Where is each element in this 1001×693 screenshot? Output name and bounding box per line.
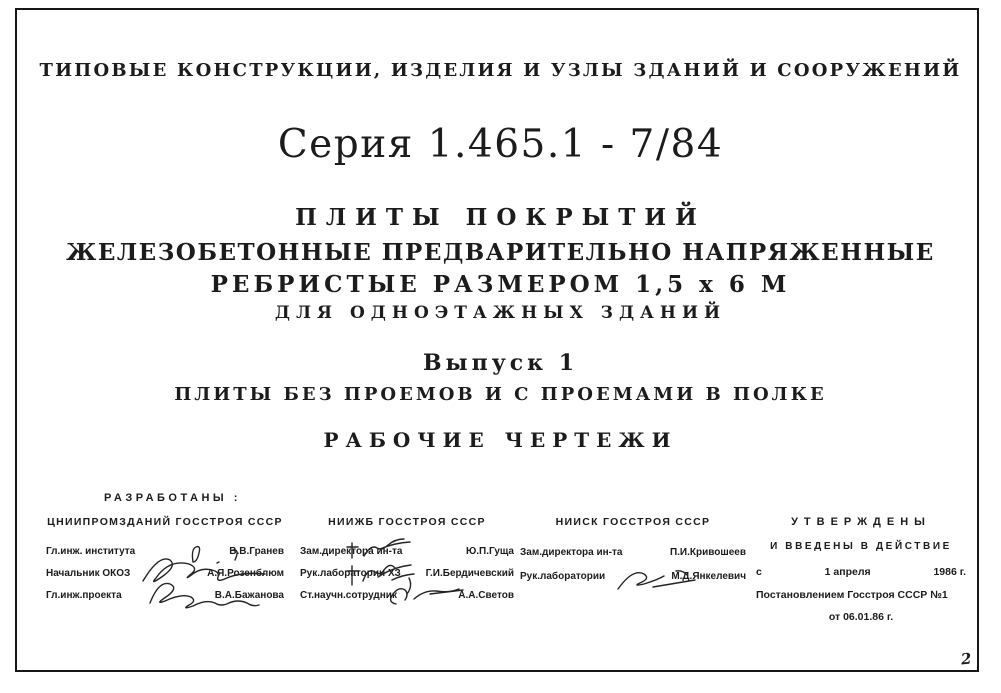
signature-row bbox=[46, 584, 284, 606]
category-line: ТИПОВЫЕ КОНСТРУКЦИИ, ИЗДЕЛИЯ И УЗЛЫ ЗДАНИЙ И СООРУЖЕНИЙ bbox=[39, 60, 962, 81]
position-label: Рук.лаборатории ХЗ bbox=[300, 567, 401, 579]
effective-date-line bbox=[756, 566, 966, 578]
effective-prefix: с bbox=[756, 566, 762, 578]
resolution-date-line: от 06.01.86 г. bbox=[828, 611, 894, 623]
title-line-4: ДЛЯ ОДНОЭТАЖНЫХ ЗДАНИЙ bbox=[274, 303, 727, 323]
person-name: Ю.П.Гуща bbox=[465, 545, 514, 557]
person-name: А.Я.Розенблюм bbox=[207, 567, 284, 579]
title-line-2: ЖЕЛЕЗОБЕТОННЫЕ ПРЕДВАРИТЕЛЬНО НАПРЯЖЕННЫЕ bbox=[66, 239, 935, 266]
person-name: В.А.Бажанова bbox=[214, 589, 284, 601]
position-label: Ст.научн.сотрудник bbox=[300, 589, 397, 601]
position-label: Гл.инж.проекта bbox=[46, 589, 122, 601]
signature-row bbox=[300, 540, 514, 562]
signature-rows bbox=[300, 540, 514, 606]
signature-row bbox=[46, 562, 284, 584]
person-name: М.Д.Янкелевич bbox=[671, 570, 746, 582]
page-number: 2 bbox=[960, 649, 973, 669]
effective-date: 1 апреля bbox=[824, 566, 871, 578]
issue-subtitle: ПЛИТЫ БЕЗ ПРОЕМОВ И С ПРОЕМАМИ В ПОЛКЕ bbox=[174, 384, 827, 405]
signature-rows bbox=[46, 540, 284, 606]
title-line-1: ПЛИТЫ ПОКРЫТИЙ bbox=[295, 204, 706, 231]
org-block-niizhb bbox=[300, 516, 514, 606]
org-name: НИИСК ГОССТРОЯ СССР bbox=[555, 516, 711, 528]
signature-rows bbox=[520, 540, 746, 588]
issue-number: Выпуск 1 bbox=[422, 350, 579, 376]
put-into-effect-label: И ВВЕДЕНЫ В ДЕЙСТВИЕ bbox=[770, 541, 952, 552]
person-name: Г.И.Бердичевский bbox=[425, 567, 514, 579]
resolution-line: Постановлением Госстроя СССР №1 bbox=[756, 589, 948, 601]
position-label: Зам.директора ин-та bbox=[520, 546, 623, 558]
person-name: А.А.Светов bbox=[458, 589, 514, 601]
org-block-cniipromzdaniy bbox=[46, 516, 284, 606]
developed-by-label: РАЗРАБОТАНЫ : bbox=[104, 492, 241, 504]
org-name: НИИЖБ ГОССТРОЯ СССР bbox=[328, 516, 486, 528]
org-block-niisk bbox=[520, 516, 746, 588]
position-label: Зам.директора ин-та bbox=[300, 545, 403, 557]
position-label: Гл.инж. института bbox=[46, 545, 136, 557]
position-label: Начальник ОКОЗ bbox=[46, 567, 131, 579]
document-type: РАБОЧИЕ ЧЕРТЕЖИ bbox=[323, 428, 678, 452]
approval-block bbox=[756, 516, 966, 623]
title-line-3: РЕБРИСТЫЕ РАЗМЕРОМ 1,5 х 6 М bbox=[210, 271, 791, 298]
approved-label: УТВЕРЖДЕНЫ bbox=[791, 516, 931, 528]
signature-row bbox=[520, 564, 746, 588]
person-name: В.В.Гранев bbox=[229, 545, 284, 557]
signature-row bbox=[46, 540, 284, 562]
signature-row bbox=[520, 540, 746, 564]
position-label: Рук.лаборатории bbox=[520, 570, 606, 582]
person-name: П.И.Кривошеев bbox=[669, 546, 746, 558]
series-title: Серия 1.465.1 - 7/84 bbox=[277, 122, 724, 167]
signature-row bbox=[300, 562, 514, 584]
org-name: ЦНИИПРОМЗДАНИЙ ГОССТРОЯ СССР bbox=[47, 516, 283, 528]
effective-year: 1986 г. bbox=[933, 566, 966, 578]
signature-row bbox=[300, 584, 514, 606]
